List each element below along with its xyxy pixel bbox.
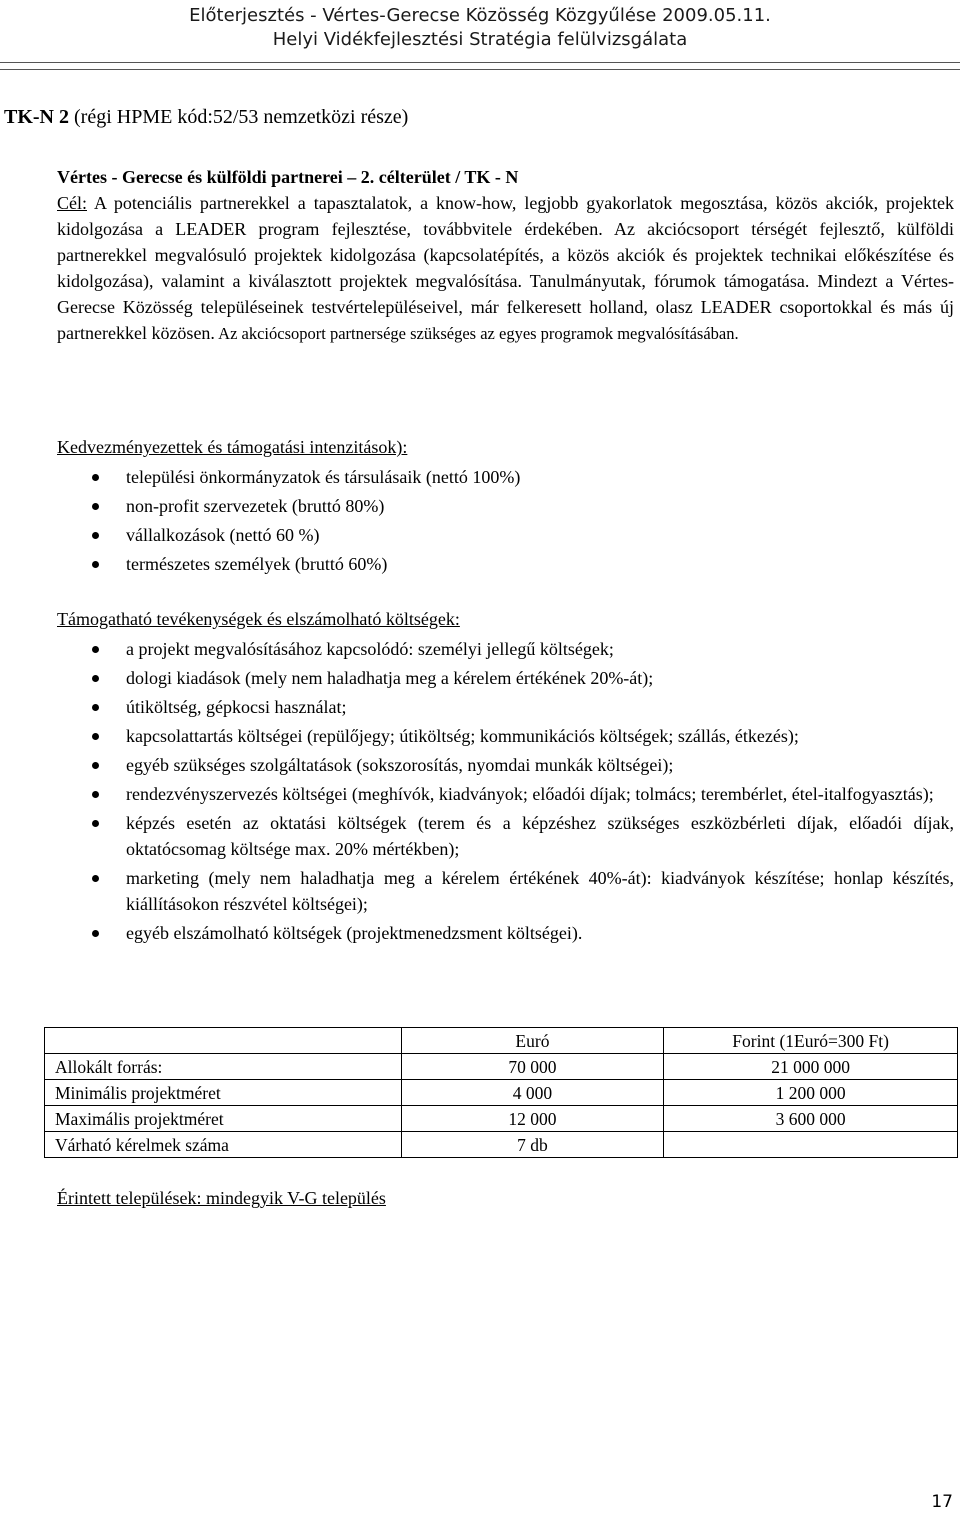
intro-subtitle: Vértes - Gerecse és külföldi partnerei – 2. célterület / TK - N — [57, 167, 519, 187]
beneficiaries-heading: Kedvezményezettek és támogatási intenzitások): — [57, 437, 408, 457]
header-rule-bottom — [0, 69, 960, 70]
list-item: képzés esetén az oktatási költségek (terem és a képzéshez szükséges eszközbérleti díjak, előadói díjak, oktatócsomag költsége max. 20% mértékben); — [57, 810, 954, 862]
list-item: vállalkozások (nettó 60 %) — [57, 522, 954, 548]
page-header — [0, 4, 960, 52]
list-item: a projekt megvalósításához kapcsolódó: személyi jellegű költségek; — [57, 636, 954, 662]
table-row — [45, 1106, 958, 1132]
list-item: útiköltség, gépkocsi használat; — [57, 694, 954, 720]
table-row — [45, 1054, 958, 1080]
table-cell: Maximális projektméret — [45, 1106, 402, 1132]
list-item: kapcsolattartás költségei (repülőjegy; útiköltség; kommunikációs költségek; szállás, étkezés); — [57, 723, 954, 749]
budget-table — [44, 1027, 958, 1158]
list-item: egyéb szükséges szolgáltatások (sokszorosítás, nyomdai munkák költségei); — [57, 752, 954, 778]
description-text: Az akciócsoport térségét fejlesztő, külföldi partnerekkel megvalósuló projektek kidolgozása (kapcsolatépítés, a közös akciók és projektek technikai előkészítése és kidolgozása), valamint a kiválasztott projektek megvalósítása. Tanulmányutak, fórumok támogatása. Mindezt a Vértes-Gerecse Közösség településeinek testvértelepüléseivel, már felkeresett holland, olasz LEADER csoportokkal és más új partnerekkel közösen. — [57, 219, 954, 343]
header-rule-top — [0, 62, 960, 63]
list-item: egyéb elszámolható költségek (projektmenedzsment költségei). — [57, 920, 954, 946]
costs-heading: Támogatható tevékenységek és elszámolható költségek: — [57, 609, 460, 629]
table-cell: 3 600 000 — [664, 1106, 958, 1132]
table-cell: Várható kérelmek száma — [45, 1132, 402, 1158]
list-item: marketing (mely nem haladhatja meg a kérelem értékének 40%-át): kiadványok készítése; honlap készítés, kiállításokon részvétel költségei); — [57, 865, 954, 917]
table-cell: Euró — [401, 1028, 664, 1054]
header-line-2: Helyi Vidékfejlesztési Stratégia felülvizsgálata — [272, 29, 688, 50]
list-item: települési önkormányzatok és társulásaik (nettó 100%) — [57, 464, 954, 490]
table-row — [45, 1132, 958, 1158]
settlements-note: Érintett települések: mindegyik V-G település — [57, 1188, 386, 1208]
goal-paragraph — [57, 190, 954, 347]
table-cell: 70 000 — [401, 1054, 664, 1080]
list-item: non-profit szervezetek (bruttó 80%) — [57, 493, 954, 519]
table-cell: Forint (1Euró=300 Ft) — [664, 1028, 958, 1054]
list-item: természetes személyek (bruttó 60%) — [57, 551, 954, 577]
table-cell: 4 000 — [401, 1080, 664, 1106]
table-cell: Minimális projektméret — [45, 1080, 402, 1106]
table-cell — [45, 1028, 402, 1054]
table-cell: 7 db — [401, 1132, 664, 1158]
header-line-1: Előterjesztés - Vértes-Gerecse Közösség Közgyűlése 2009.05.11. — [189, 5, 771, 26]
section-title — [4, 105, 408, 129]
list-item: dologi kiadások (mely nem haladhatja meg a kérelem értékének 20%-át); — [57, 665, 954, 691]
list-item: rendezvényszervezés költségei (meghívók, kiadványok; előadói díjak; tolmács; terembérlet, étel-italfogyasztás); — [57, 781, 954, 807]
costs-list — [57, 636, 954, 949]
intro-block — [57, 164, 954, 347]
table-cell: 12 000 — [401, 1106, 664, 1132]
table-header-row — [45, 1028, 958, 1054]
table-cell — [664, 1132, 958, 1158]
table-row — [45, 1080, 958, 1106]
goal-text: A potenciális partnerekkel a tapasztalatok, a know-how, legjobb gyakorlatok megosztása, közös akciók, projektek kidolgozása a LEADER program fejlesztése, továbbvitele érdekében. — [57, 193, 954, 239]
table-cell: Allokált forrás: — [45, 1054, 402, 1080]
table-cell: 1 200 000 — [664, 1080, 958, 1106]
section-code-note: (régi HPME kód:52/53 nemzetközi része) — [69, 106, 409, 128]
description-tail: Az akciócsoport partnersége szükséges az egyes programok megvalósításában. — [214, 324, 739, 343]
goal-label: Cél: — [57, 193, 87, 213]
section-code: TK-N 2 — [4, 106, 69, 128]
page-number: 17 — [931, 1492, 953, 1512]
beneficiaries-list — [57, 464, 954, 580]
table-cell: 21 000 000 — [664, 1054, 958, 1080]
